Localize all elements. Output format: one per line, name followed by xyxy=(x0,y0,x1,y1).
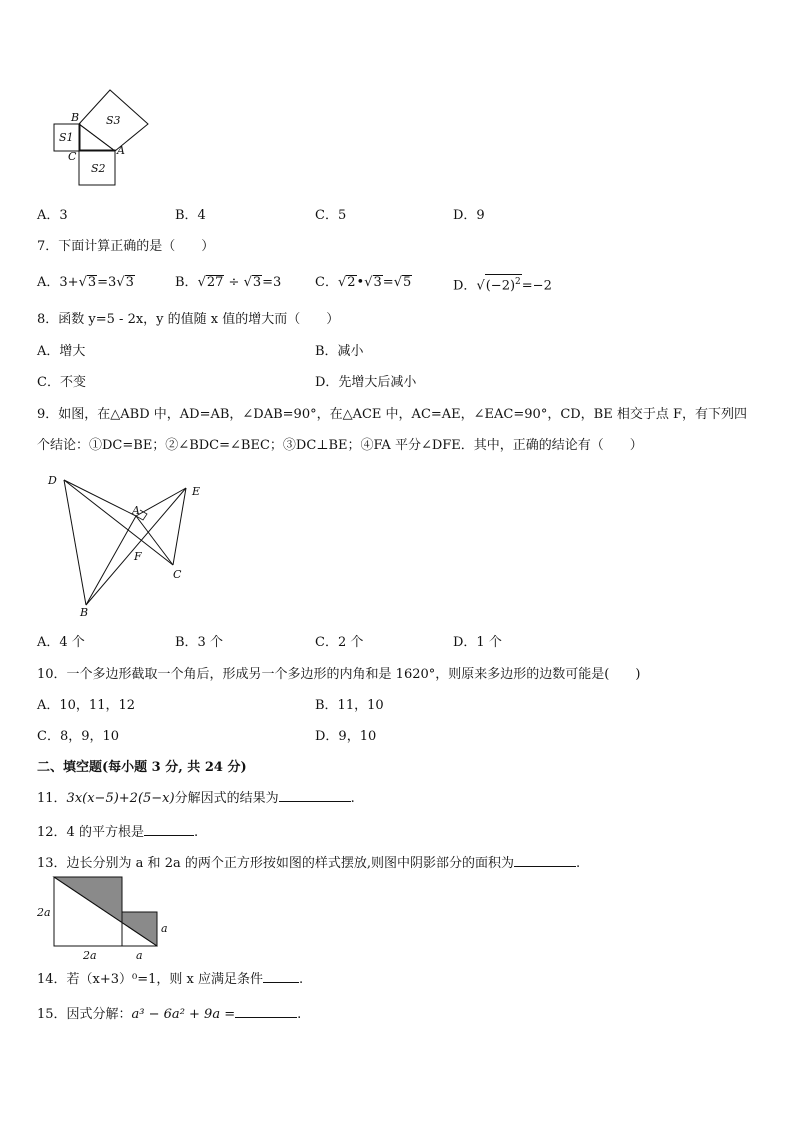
q12: 12．4 的平方根是 . xyxy=(37,822,198,842)
q9-option-a: A．4 个 xyxy=(37,635,85,650)
label-b: B xyxy=(71,111,80,124)
q10-option-b: B．11，10 xyxy=(315,698,384,713)
q7-option-a: A．3+√3=3√3 xyxy=(37,275,134,290)
label-bottom-a: a xyxy=(136,949,143,962)
label-s2: S2 xyxy=(91,162,106,175)
label-b: B xyxy=(80,606,89,619)
label-left-2a: 2a xyxy=(37,906,51,919)
q13: 13．边长分别为 a 和 2a 的两个正方形按如图的样式摆放,则图中阴影部分的面积为 . xyxy=(37,853,580,873)
q15: 15．因式分解：a³ − 6a² + 9a = . xyxy=(37,1004,301,1024)
q7-stem: 7．下面计算正确的是（ ） xyxy=(37,239,215,254)
label-f: F xyxy=(134,550,142,563)
label-s3: S3 xyxy=(106,114,121,127)
q8-option-d: D．先增大后减小 xyxy=(315,375,417,390)
q7-option-c: C．√2•√3=√5 xyxy=(315,275,412,290)
q8-option-a: A．增大 xyxy=(37,344,86,359)
label-a: A xyxy=(132,504,140,517)
section-fill-in-title: 二、填空题(每小题 3 分, 共 24 分) xyxy=(37,760,247,775)
label-c: C xyxy=(68,150,77,163)
q14: 14．若（x+3）⁰=1，则 x 应满足条件 . xyxy=(37,969,303,989)
triangles-figure xyxy=(40,470,210,620)
q9-option-d: D．1 个 xyxy=(453,635,502,650)
q11: 11．3x(x−5)+2(5−x)分解因式的结果为 . xyxy=(37,788,355,808)
label-bottom-2a: 2a xyxy=(83,949,97,962)
label-a: A xyxy=(117,144,125,157)
label-c: C xyxy=(173,568,182,581)
q6-option-b: B．4 xyxy=(175,208,206,223)
q10-stem: 10．一个多边形截取一个角后，形成另一个多边形的内角和是 1620°，则原来多边形的边数可能是( ) xyxy=(37,667,641,682)
q7-option-d: D．$√(-2)^2=-2$ xyxy=(453,274,552,295)
label-d: D xyxy=(48,474,57,487)
pythagoras-squares-figure xyxy=(40,86,160,194)
q10-option-c: C．8，9，10 xyxy=(37,729,120,744)
q7-option-b: B．√27 ÷ √3=3 xyxy=(175,275,282,290)
q6-option-a: A．3 xyxy=(37,208,68,223)
q9-line2: 个结论：①DC=BE；②∠BDC=∠BEC；③DC⊥BE；④FA 平分∠DFE．其中，正确的结论有（ ） xyxy=(37,438,643,453)
q9-option-c: C．2 个 xyxy=(315,635,364,650)
q9-line1: 9．如图，在△ABD 中，AD=AB，∠DAB=90°，在△ACE 中，AC=AE，∠EAC=90°，CD，BE 相交于点 F，有下列四 xyxy=(37,407,748,422)
q8-stem: 8．函数 y=5 - 2x，y 的值随 x 值的增大而（ ） xyxy=(37,312,340,327)
q6-option-d: D．9 xyxy=(453,208,485,223)
q10-option-d: D．9，10 xyxy=(315,729,377,744)
q8-option-b: B．减小 xyxy=(315,344,364,359)
label-right-a: a xyxy=(161,922,168,935)
q10-option-a: A．10，11，12 xyxy=(37,698,136,713)
q9-option-b: B．3 个 xyxy=(175,635,223,650)
q6-option-c: C．5 xyxy=(315,208,347,223)
label-s1: S1 xyxy=(59,131,74,144)
label-e: E xyxy=(192,485,201,498)
two-squares-figure xyxy=(36,874,176,962)
q8-option-c: C．不变 xyxy=(37,375,86,390)
